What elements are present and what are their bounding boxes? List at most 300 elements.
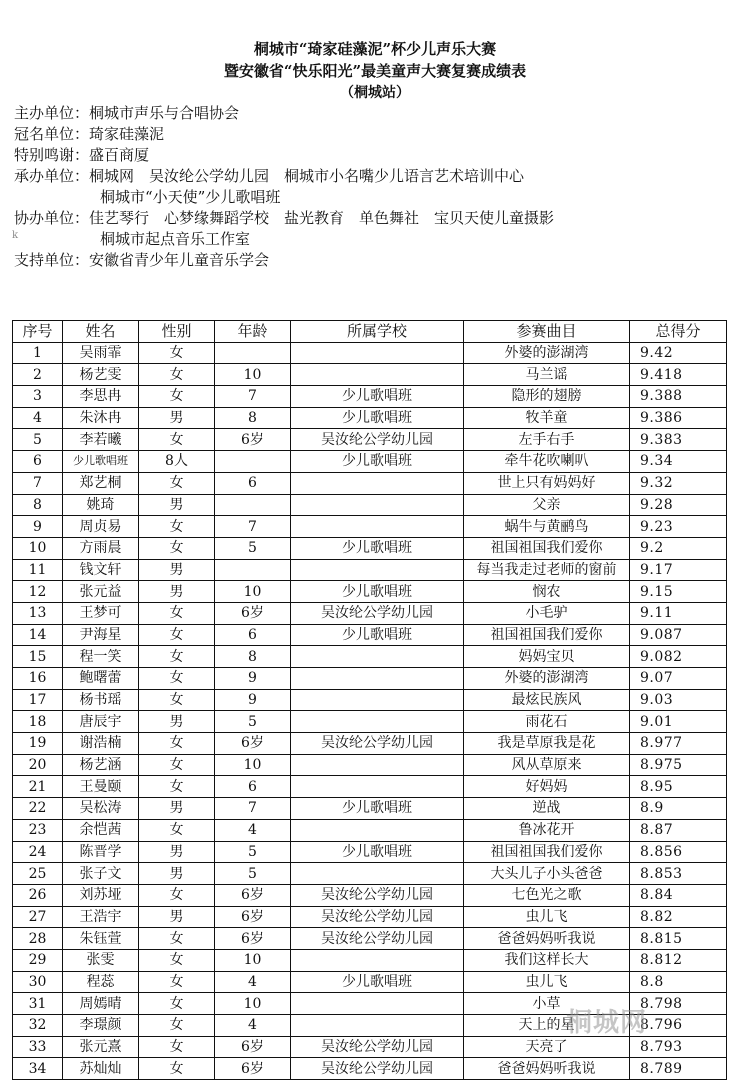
gender-cell: 男 <box>139 798 215 820</box>
school-cell: 少儿歌唱班 <box>291 537 464 559</box>
index-cell: 22 <box>13 798 63 820</box>
gender-cell: 女 <box>139 1058 215 1080</box>
age-cell: 6 <box>215 472 291 494</box>
age-cell <box>215 342 291 364</box>
organizer-label: 承办单位： <box>14 167 90 185</box>
index-cell: 1 <box>13 342 63 364</box>
score-cell: 9.11 <box>630 602 727 624</box>
index-cell: 3 <box>13 386 63 408</box>
song-cell: 爸爸妈妈听我说 <box>464 1058 630 1080</box>
score-cell: 9.386 <box>630 407 727 429</box>
age-cell: 6岁 <box>215 429 291 451</box>
gender-cell: 女 <box>139 364 215 386</box>
score-cell: 9.01 <box>630 711 727 733</box>
song-cell: 七色光之歌 <box>464 884 630 906</box>
name-cell: 谢浩楠 <box>63 733 139 755</box>
song-cell: 虫儿飞 <box>464 906 630 928</box>
school-cell <box>291 711 464 733</box>
score-cell: 8.793 <box>630 1036 727 1058</box>
age-cell <box>215 451 291 473</box>
header-score: 总得分 <box>630 321 727 343</box>
score-cell: 9.32 <box>630 472 727 494</box>
age-cell: 8 <box>215 407 291 429</box>
co-organizer-value-1: 佳艺琴行 心梦缘舞蹈学校 盐光教育 单色舞社 宝贝天使儿童摄影 <box>89 209 555 227</box>
age-cell: 10 <box>215 581 291 603</box>
school-cell <box>291 993 464 1015</box>
table-row <box>13 711 727 733</box>
co-organizer-row-2 <box>14 229 554 250</box>
name-cell: 刘苏垭 <box>63 884 139 906</box>
gender-cell: 女 <box>139 668 215 690</box>
age-cell: 6岁 <box>215 733 291 755</box>
school-cell: 少儿歌唱班 <box>291 386 464 408</box>
name-cell: 苏灿灿 <box>63 1058 139 1080</box>
index-cell: 34 <box>13 1058 63 1080</box>
index-cell: 15 <box>13 646 63 668</box>
table-row <box>13 884 727 906</box>
table-row <box>13 581 727 603</box>
score-cell: 9.2 <box>630 537 727 559</box>
score-cell: 8.812 <box>630 949 727 971</box>
school-cell: 吴汝纶公学幼儿园 <box>291 429 464 451</box>
score-cell: 9.388 <box>630 386 727 408</box>
score-cell: 9.07 <box>630 668 727 690</box>
sponsor-row <box>14 124 554 145</box>
gender-cell: 女 <box>139 819 215 841</box>
song-cell: 悯农 <box>464 581 630 603</box>
age-cell: 6岁 <box>215 928 291 950</box>
score-cell: 9.383 <box>630 429 727 451</box>
support-row <box>14 250 554 271</box>
gender-cell: 女 <box>139 646 215 668</box>
school-cell <box>291 863 464 885</box>
song-cell: 蜗牛与黄鹂鸟 <box>464 516 630 538</box>
watermark-logo: 桐城网 <box>566 1008 648 1038</box>
organizer-value-2: 桐城市“小天使”少儿歌唱班 <box>100 188 281 206</box>
song-cell: 牵牛花吹喇叭 <box>464 451 630 473</box>
gender-cell: 女 <box>139 776 215 798</box>
school-cell <box>291 689 464 711</box>
age-cell: 6岁 <box>215 1036 291 1058</box>
gender-cell: 女 <box>139 884 215 906</box>
name-cell: 李思冉 <box>63 386 139 408</box>
name-cell: 李璟颜 <box>63 1015 139 1037</box>
table-row <box>13 819 727 841</box>
gender-cell: 女 <box>139 689 215 711</box>
age-cell: 7 <box>215 516 291 538</box>
co-organizer-row <box>14 208 554 229</box>
song-cell: 我是草原我是花 <box>464 733 630 755</box>
school-cell <box>291 819 464 841</box>
age-cell: 9 <box>215 668 291 690</box>
age-cell: 6岁 <box>215 906 291 928</box>
age-cell: 7 <box>215 798 291 820</box>
song-cell: 小毛驴 <box>464 602 630 624</box>
gender-cell: 男 <box>139 407 215 429</box>
song-cell: 祖国祖国我们爱你 <box>464 537 630 559</box>
score-cell: 8.82 <box>630 906 727 928</box>
name-cell: 王曼颐 <box>63 776 139 798</box>
song-cell: 外婆的澎湖湾 <box>464 342 630 364</box>
table-row <box>13 559 727 581</box>
song-cell: 爸爸妈妈听我说 <box>464 928 630 950</box>
age-cell: 10 <box>215 993 291 1015</box>
school-cell <box>291 559 464 581</box>
gender-cell: 女 <box>139 1015 215 1037</box>
song-cell: 逆战 <box>464 798 630 820</box>
table-row <box>13 516 727 538</box>
score-cell: 9.03 <box>630 689 727 711</box>
index-cell: 7 <box>13 472 63 494</box>
school-cell: 吴汝纶公学幼儿园 <box>291 733 464 755</box>
name-cell: 尹海星 <box>63 624 139 646</box>
index-cell: 16 <box>13 668 63 690</box>
name-cell: 杨书瑶 <box>63 689 139 711</box>
school-cell: 少儿歌唱班 <box>291 624 464 646</box>
age-cell: 5 <box>215 711 291 733</box>
name-cell: 方雨晨 <box>63 537 139 559</box>
gender-cell: 女 <box>139 733 215 755</box>
table-row <box>13 494 727 516</box>
song-cell: 鲁冰花开 <box>464 819 630 841</box>
index-cell: 6 <box>13 451 63 473</box>
table-row <box>13 668 727 690</box>
song-cell: 世上只有妈妈好 <box>464 472 630 494</box>
organizer-value-1: 桐城网 吴汝纶公学幼儿园 桐城市小名嘴少儿语言艺术培训中心 <box>89 167 525 185</box>
name-cell: 姚琦 <box>63 494 139 516</box>
index-cell: 28 <box>13 928 63 950</box>
age-cell: 5 <box>215 863 291 885</box>
age-cell: 7 <box>215 386 291 408</box>
school-cell: 吴汝纶公学幼儿园 <box>291 906 464 928</box>
name-cell: 吴松涛 <box>63 798 139 820</box>
score-cell: 8.8 <box>630 971 727 993</box>
title-line-1: 桐城市“琦家硅藻泥”杯少儿声乐大赛 <box>253 40 497 58</box>
school-cell <box>291 668 464 690</box>
score-cell: 9.418 <box>630 364 727 386</box>
gender-cell: 女 <box>139 624 215 646</box>
index-cell: 4 <box>13 407 63 429</box>
school-cell <box>291 754 464 776</box>
table-row <box>13 754 727 776</box>
name-cell: 张雯 <box>63 949 139 971</box>
age-cell: 9 <box>215 689 291 711</box>
school-cell: 吴汝纶公学幼儿园 <box>291 884 464 906</box>
table-body <box>13 342 727 1079</box>
table-row <box>13 407 727 429</box>
name-cell: 杨艺涵 <box>63 754 139 776</box>
school-cell: 少儿歌唱班 <box>291 798 464 820</box>
name-cell: 张元益 <box>63 581 139 603</box>
school-cell <box>291 342 464 364</box>
school-cell: 吴汝纶公学幼儿园 <box>291 1036 464 1058</box>
name-cell: 张子文 <box>63 863 139 885</box>
score-cell: 9.42 <box>630 342 727 364</box>
gender-cell: 女 <box>139 1036 215 1058</box>
school-cell: 少儿歌唱班 <box>291 581 464 603</box>
song-cell: 大头儿子小头爸爸 <box>464 863 630 885</box>
gender-cell: 男 <box>139 906 215 928</box>
song-cell: 马兰谣 <box>464 364 630 386</box>
name-cell: 周贞易 <box>63 516 139 538</box>
name-cell: 杨艺雯 <box>63 364 139 386</box>
name-cell: 唐辰宇 <box>63 711 139 733</box>
score-cell: 8.796 <box>630 1015 727 1037</box>
thanks-value: 盛百商厦 <box>89 146 150 164</box>
song-cell: 隐形的翅膀 <box>464 386 630 408</box>
table-row <box>13 776 727 798</box>
age-cell: 10 <box>215 364 291 386</box>
age-cell: 6 <box>215 776 291 798</box>
school-cell <box>291 949 464 971</box>
index-cell: 23 <box>13 819 63 841</box>
table-row <box>13 971 727 993</box>
score-cell: 8.977 <box>630 733 727 755</box>
table-row <box>13 602 727 624</box>
gender-cell: 8人 <box>139 451 215 473</box>
title-line-3: （桐城站） <box>340 85 410 101</box>
index-cell: 5 <box>13 429 63 451</box>
gender-cell: 男 <box>139 711 215 733</box>
index-cell: 14 <box>13 624 63 646</box>
table-row <box>13 689 727 711</box>
table-row <box>13 841 727 863</box>
song-cell: 雨花石 <box>464 711 630 733</box>
name-cell: 程一笑 <box>63 646 139 668</box>
index-cell: 13 <box>13 602 63 624</box>
age-cell <box>215 494 291 516</box>
index-cell: 25 <box>13 863 63 885</box>
header-age: 年龄 <box>215 321 291 343</box>
score-cell: 8.87 <box>630 819 727 841</box>
gender-cell: 女 <box>139 537 215 559</box>
table-row <box>13 624 727 646</box>
table-row <box>13 386 727 408</box>
school-cell <box>291 776 464 798</box>
age-cell: 4 <box>215 1015 291 1037</box>
name-cell: 王浩宇 <box>63 906 139 928</box>
name-cell: 张元熹 <box>63 1036 139 1058</box>
age-cell: 4 <box>215 971 291 993</box>
gender-cell: 男 <box>139 841 215 863</box>
school-cell <box>291 516 464 538</box>
score-cell: 8.789 <box>630 1058 727 1080</box>
score-cell: 9.17 <box>630 559 727 581</box>
organizer-row-2 <box>14 187 554 208</box>
index-cell: 9 <box>13 516 63 538</box>
age-cell <box>215 559 291 581</box>
index-cell: 27 <box>13 906 63 928</box>
name-cell: 郑艺桐 <box>63 472 139 494</box>
song-cell: 祖国祖国我们爱你 <box>464 624 630 646</box>
song-cell: 好妈妈 <box>464 776 630 798</box>
table-row <box>13 646 727 668</box>
support-label: 支持单位： <box>14 251 90 269</box>
age-cell: 6岁 <box>215 884 291 906</box>
gender-cell: 女 <box>139 602 215 624</box>
age-cell: 10 <box>215 754 291 776</box>
gender-cell: 女 <box>139 429 215 451</box>
score-cell: 8.84 <box>630 884 727 906</box>
index-cell: 33 <box>13 1036 63 1058</box>
song-cell: 小草 <box>464 993 630 1015</box>
title-line-2: 暨安徽省“快乐阳光”最美童声大赛复赛成绩表 <box>223 62 527 80</box>
gender-cell: 女 <box>139 928 215 950</box>
header-index: 序号 <box>13 321 63 343</box>
gender-cell: 女 <box>139 949 215 971</box>
name-cell: 程蕊 <box>63 971 139 993</box>
age-cell: 5 <box>215 841 291 863</box>
sponsor-label: 冠名单位： <box>14 125 90 143</box>
age-cell: 5 <box>215 537 291 559</box>
gender-cell: 男 <box>139 559 215 581</box>
song-cell: 天亮了 <box>464 1036 630 1058</box>
name-cell: 王梦可 <box>63 602 139 624</box>
gender-cell: 女 <box>139 516 215 538</box>
table-row <box>13 451 727 473</box>
index-cell: 17 <box>13 689 63 711</box>
co-organizer-value-2: 桐城市起点音乐工作室 <box>100 230 251 248</box>
name-cell: 周嫣晴 <box>63 993 139 1015</box>
score-table <box>12 320 727 1080</box>
name-cell: 李若曦 <box>63 429 139 451</box>
gender-cell: 女 <box>139 993 215 1015</box>
thanks-row <box>14 145 554 166</box>
score-cell: 8.856 <box>630 841 727 863</box>
table-header-row <box>13 321 727 343</box>
table-row <box>13 472 727 494</box>
index-cell: 24 <box>13 841 63 863</box>
score-cell: 8.853 <box>630 863 727 885</box>
song-cell: 最炫民族风 <box>464 689 630 711</box>
school-cell: 少儿歌唱班 <box>291 407 464 429</box>
song-cell: 牧羊童 <box>464 407 630 429</box>
gender-cell: 女 <box>139 472 215 494</box>
header-song: 参赛曲目 <box>464 321 630 343</box>
index-cell: 31 <box>13 993 63 1015</box>
index-cell: 20 <box>13 754 63 776</box>
school-cell <box>291 1015 464 1037</box>
organizer-row <box>14 166 554 187</box>
table-row <box>13 733 727 755</box>
organizer-info <box>14 103 554 271</box>
header-school: 所属学校 <box>291 321 464 343</box>
index-cell: 2 <box>13 364 63 386</box>
index-cell: 12 <box>13 581 63 603</box>
table-row <box>13 949 727 971</box>
table-row <box>13 364 727 386</box>
index-cell: 18 <box>13 711 63 733</box>
song-cell: 祖国祖国我们爱你 <box>464 841 630 863</box>
school-cell <box>291 364 464 386</box>
age-cell: 4 <box>215 819 291 841</box>
song-cell: 虫儿飞 <box>464 971 630 993</box>
school-cell: 少儿歌唱班 <box>291 451 464 473</box>
song-cell: 左手右手 <box>464 429 630 451</box>
song-cell: 父亲 <box>464 494 630 516</box>
school-cell <box>291 646 464 668</box>
header-name: 姓名 <box>63 321 139 343</box>
score-cell: 8.975 <box>630 754 727 776</box>
school-cell: 吴汝纶公学幼儿园 <box>291 1058 464 1080</box>
score-cell: 9.15 <box>630 581 727 603</box>
score-cell: 9.28 <box>630 494 727 516</box>
name-cell: 余恺茜 <box>63 819 139 841</box>
table-row <box>13 1036 727 1058</box>
school-cell <box>291 494 464 516</box>
school-cell: 吴汝纶公学幼儿园 <box>291 602 464 624</box>
score-cell: 8.9 <box>630 798 727 820</box>
header-gender: 性别 <box>139 321 215 343</box>
score-cell: 9.087 <box>630 624 727 646</box>
index-cell: 32 <box>13 1015 63 1037</box>
index-cell: 10 <box>13 537 63 559</box>
index-cell: 29 <box>13 949 63 971</box>
name-cell: 陈晋学 <box>63 841 139 863</box>
table-row <box>13 863 727 885</box>
gender-cell: 男 <box>139 581 215 603</box>
gender-cell: 女 <box>139 386 215 408</box>
sponsor-value: 琦家硅藻泥 <box>89 125 165 143</box>
score-cell: 8.815 <box>630 928 727 950</box>
name-cell: 朱沐冉 <box>63 407 139 429</box>
gender-cell: 男 <box>139 494 215 516</box>
score-cell: 8.95 <box>630 776 727 798</box>
gender-cell: 男 <box>139 863 215 885</box>
gender-cell: 女 <box>139 342 215 364</box>
host-row <box>14 103 554 124</box>
table-row <box>13 798 727 820</box>
table-row <box>13 906 727 928</box>
table-row <box>13 1058 727 1080</box>
age-cell: 8 <box>215 646 291 668</box>
index-cell: 8 <box>13 494 63 516</box>
age-cell: 6 <box>215 624 291 646</box>
song-cell: 风从草原来 <box>464 754 630 776</box>
name-cell: 鲍曙蕾 <box>63 668 139 690</box>
table-row <box>13 537 727 559</box>
index-cell: 19 <box>13 733 63 755</box>
gender-cell: 女 <box>139 754 215 776</box>
table-row <box>13 928 727 950</box>
song-cell: 我们这样长大 <box>464 949 630 971</box>
score-cell: 9.23 <box>630 516 727 538</box>
index-cell: 26 <box>13 884 63 906</box>
name-cell: 吴雨霏 <box>63 342 139 364</box>
school-cell: 少儿歌唱班 <box>291 841 464 863</box>
age-cell: 10 <box>215 949 291 971</box>
thanks-label: 特别鸣谢： <box>14 146 90 164</box>
co-organizer-label: 协办单位： <box>14 209 90 227</box>
name-cell: 朱钰萱 <box>63 928 139 950</box>
school-cell <box>291 472 464 494</box>
name-cell: 少儿歌唱班 <box>63 451 139 473</box>
index-cell: 21 <box>13 776 63 798</box>
score-cell: 9.082 <box>630 646 727 668</box>
song-cell: 天上的星 <box>464 1015 630 1037</box>
song-cell: 每当我走过老师的窗前 <box>464 559 630 581</box>
age-cell: 6岁 <box>215 602 291 624</box>
age-cell: 6岁 <box>215 1058 291 1080</box>
gender-cell: 女 <box>139 971 215 993</box>
name-cell: 钱文轩 <box>63 559 139 581</box>
support-value: 安徽省青少年儿童音乐学会 <box>89 251 270 269</box>
school-cell: 吴汝纶公学幼儿园 <box>291 928 464 950</box>
stray-mark: k <box>12 230 19 241</box>
song-cell: 妈妈宝贝 <box>464 646 630 668</box>
score-cell: 9.34 <box>630 451 727 473</box>
index-cell: 30 <box>13 971 63 993</box>
